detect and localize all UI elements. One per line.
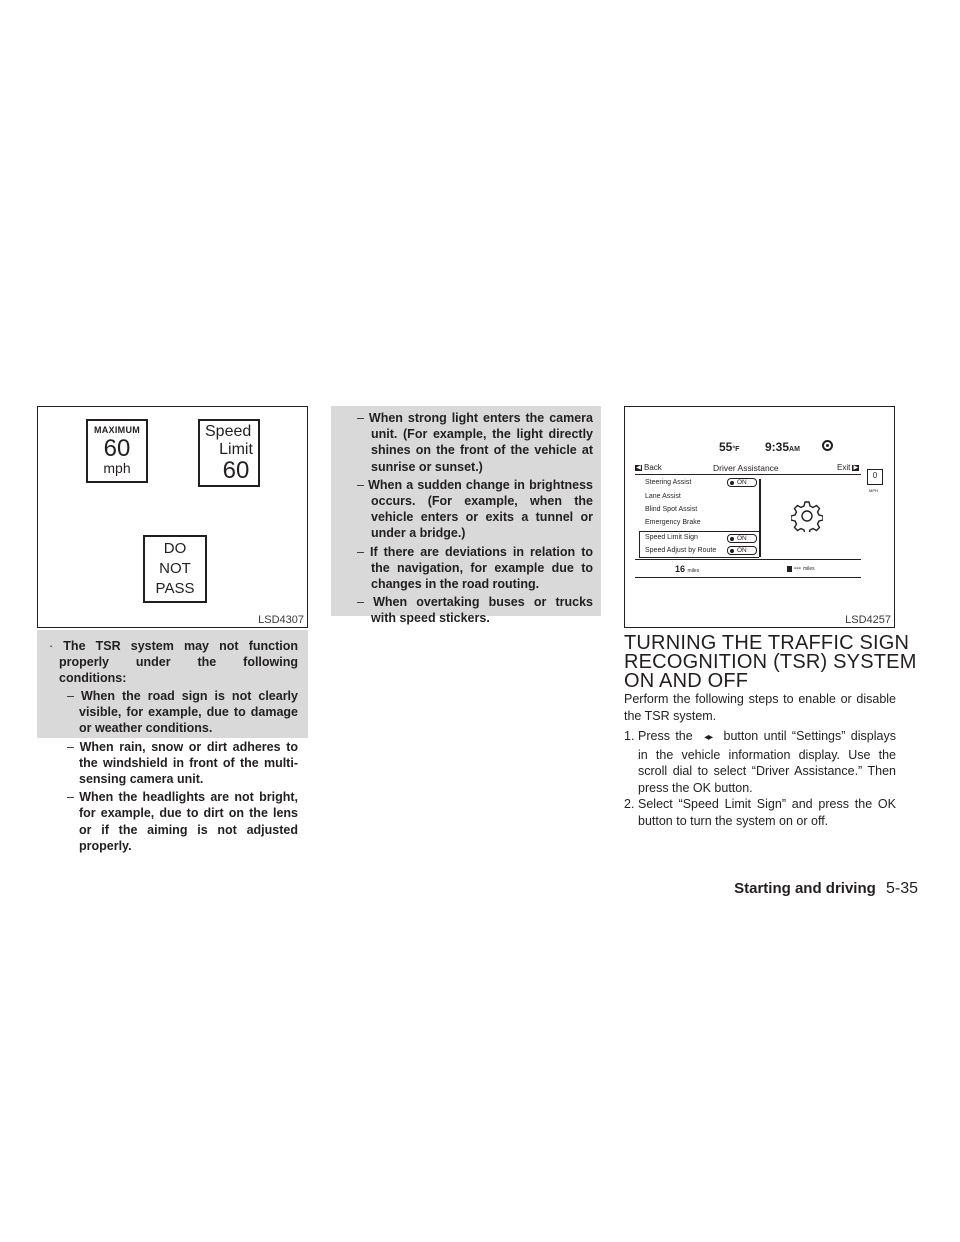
- conditions-box-middle: [331, 406, 601, 626]
- sign-maximum-number: 60: [103, 435, 131, 462]
- condition-item: – When the headlights are not bright, for example, due to dirt on the lens or if the aiming is not adjusted properly.: [67, 790, 298, 853]
- section-intro: Perform the following steps to enable or disable the TSR system.: [624, 692, 896, 723]
- step-number: 1.: [624, 729, 635, 743]
- exit-icon: ▶: [853, 464, 859, 471]
- status-temperature: 55°F: [719, 440, 740, 454]
- sign-speed-label: Speed: [205, 423, 252, 440]
- screen-title: Driver Assistance: [713, 463, 779, 473]
- toggle-dot-icon: [730, 537, 734, 541]
- conditions-intro: · The TSR system may not function properly under the following conditions:: [49, 639, 298, 685]
- status-time: 9:35AM: [765, 440, 800, 454]
- maximum-speed-sign: [86, 419, 148, 483]
- menu-item-blind-spot-assist[interactable]: Blind Spot Assist: [645, 506, 698, 513]
- condition-item: – When a sudden change in brightness occurs. (For example, when the vehicle enters or exits a tunnel or under a bridge.): [357, 477, 593, 541]
- sign-maximum-label: MAXIMUM: [93, 425, 141, 435]
- connected-icon: [822, 440, 833, 451]
- menu-item-speed-limit-sign[interactable]: Speed Limit Sign: [645, 534, 698, 541]
- condition-item: – When the road sign is not clearly visible, for example, due to damage or weather conditions.: [67, 689, 298, 736]
- left-right-arrows-icon: ◂▸: [704, 732, 713, 743]
- figure-label-lsd4257: LSD4257: [845, 614, 891, 626]
- fuel-pump-icon: [787, 566, 792, 572]
- sign-pass-label: PASS: [155, 580, 195, 597]
- section-heading: TURNING THE TRAFFIC SIGN RECOGNITION (TSR) SYSTEM ON AND OFF: [624, 632, 917, 692]
- sign-speed-number: 60: [222, 457, 250, 484]
- menu-item-emergency-brake[interactable]: Emergency Brake: [645, 519, 701, 526]
- sign-not-label: NOT: [159, 560, 191, 577]
- menu-item-lane-assist[interactable]: Lane Assist: [645, 493, 681, 500]
- vehicle-display-figure: [624, 406, 895, 628]
- speed-limit-sign: [198, 419, 260, 487]
- bullet-dot: ·: [49, 639, 64, 653]
- exit-button[interactable]: Exit ▶: [837, 463, 859, 472]
- back-icon: ◀: [636, 464, 641, 471]
- step-number: 2.: [624, 797, 635, 811]
- speed-unit: MPH: [869, 488, 878, 493]
- bottom-divider: [635, 577, 861, 578]
- fuel-range: --- miles: [787, 565, 815, 572]
- bottom-divider: [635, 559, 861, 560]
- menu-item-speed-adjust-by-route[interactable]: Speed Adjust by Route: [645, 547, 717, 554]
- menu-item-steering-assist[interactable]: Steering Assist: [645, 479, 692, 486]
- scrollbar[interactable]: [759, 479, 761, 557]
- condition-item: – When rain, snow or dirt adheres to the windshield in front of the multi-sensing camera unit.: [67, 739, 298, 787]
- conditions-list-left: [49, 688, 298, 854]
- sign-do-label: DO: [163, 540, 187, 557]
- step-1: 1. Press the ◂▸ button until “Settings” displays in the vehicle information display. Use the scroll dial to select “Driver Assistance.” Then press the OK button.: [624, 729, 896, 795]
- figure-label-lsd4307: LSD4307: [258, 614, 304, 626]
- traffic-signs-figure: [37, 406, 308, 628]
- toggle-on[interactable]: ON: [727, 478, 757, 487]
- page-footer: [734, 880, 918, 898]
- toggle-on[interactable]: ON: [727, 534, 757, 543]
- condition-item: – When strong light enters the camera unit. (For example, the light directly shines on the front of the vehicle at sunrise or sunset.): [357, 411, 593, 474]
- odometer: 16 miles: [675, 564, 700, 574]
- toggle-dot-icon: [730, 549, 734, 553]
- sign-maximum-unit: mph: [103, 460, 131, 476]
- sign-limit-label: Limit: [219, 441, 253, 458]
- toggle-on[interactable]: ON: [727, 546, 757, 555]
- gear-icon: [791, 500, 823, 532]
- do-not-pass-sign: [143, 535, 207, 603]
- speed-readout: 0: [867, 469, 883, 485]
- conditions-box-left: [37, 630, 308, 853]
- header-divider: [635, 474, 861, 475]
- back-button[interactable]: ◀ Back: [636, 463, 662, 472]
- step-2: 2. Select “Speed Limit Sign” and press the OK button to turn the system on or off.: [624, 797, 896, 828]
- condition-item: – When overtaking buses or trucks with speed stickers.: [357, 595, 593, 626]
- chapter-title: Starting and driving: [734, 880, 876, 897]
- toggle-dot-icon: [730, 481, 734, 485]
- condition-item: – If there are deviations in relation to the navigation, for example due to changes in the road routing.: [357, 544, 593, 592]
- page-number: 5-35: [885, 880, 918, 897]
